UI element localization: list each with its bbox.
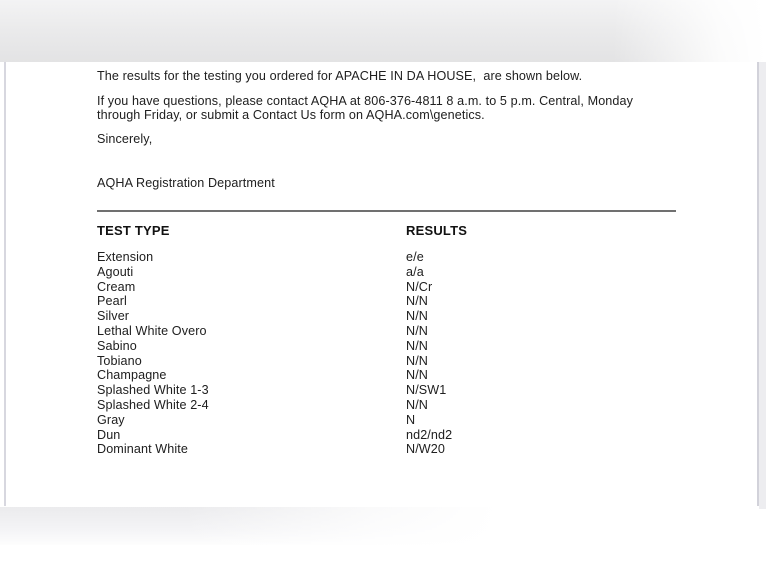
letter-content [97, 62, 677, 457]
scrollbar-track[interactable] [759, 62, 766, 509]
table-row [97, 339, 677, 354]
table-row [97, 428, 677, 443]
table-row [97, 413, 677, 428]
signature-line: AQHA Registration Department [97, 176, 275, 190]
table-row [97, 250, 677, 265]
result-cell: N/W20 [406, 442, 445, 457]
result-cell: N/SW1 [406, 383, 447, 398]
table-row [97, 280, 677, 295]
viewer-bottom-shade [0, 507, 520, 545]
result-cell: N/N [406, 323, 428, 338]
test-type-cell: Gray [97, 412, 125, 427]
result-cell: N [406, 412, 416, 427]
table-row [97, 383, 677, 398]
column-header-results: RESULTS [406, 223, 468, 238]
results-table [97, 250, 677, 457]
closing-line: Sincerely, [97, 132, 153, 146]
results-table-header [97, 224, 677, 238]
result-cell: N/N [406, 338, 428, 353]
test-type-cell: Dominant White [97, 442, 188, 457]
result-cell: N/N [406, 397, 428, 412]
section-divider [97, 210, 676, 212]
table-row [97, 265, 677, 280]
table-row [97, 324, 677, 339]
test-type-cell: Cream [97, 279, 136, 294]
result-cell: a/a [406, 264, 424, 279]
result-cell: e/e [406, 250, 424, 264]
contact-paragraph: If you have questions, please contact AQHA at 806-376-4811 8 a.m. to 5 p.m. Central, Monday through Friday, or submit a Contact Us form on AQHA.com\genetics. [97, 94, 634, 122]
letter-page [4, 62, 759, 506]
test-type-cell: Sabino [97, 338, 137, 353]
test-type-cell: Agouti [97, 264, 134, 279]
test-type-cell: Extension [97, 250, 154, 264]
result-cell: N/Cr [406, 279, 433, 294]
table-row [97, 309, 677, 324]
test-type-cell: Lethal White Overo [97, 323, 207, 338]
test-type-cell: Champagne [97, 368, 167, 383]
result-cell: N/N [406, 294, 428, 309]
test-type-cell: Silver [97, 309, 130, 324]
test-type-cell: Tobiano [97, 353, 142, 368]
test-type-cell: Splashed White 1-3 [97, 383, 209, 398]
result-cell: N/N [406, 309, 428, 324]
viewer-top-shade [0, 0, 766, 62]
column-header-test-type: TEST TYPE [97, 223, 170, 238]
intro-paragraph: The results for the testing you ordered for APACHE IN DA HOUSE, are shown below. [97, 69, 583, 83]
test-type-cell: Splashed White 2-4 [97, 397, 209, 412]
table-row [97, 442, 677, 457]
test-type-cell: Dun [97, 427, 121, 442]
result-cell: N/N [406, 368, 428, 383]
table-row [97, 294, 677, 309]
table-row [97, 354, 677, 369]
result-cell: nd2/nd2 [406, 427, 453, 442]
table-row [97, 398, 677, 413]
result-cell: N/N [406, 353, 428, 368]
table-row [97, 368, 677, 383]
test-type-cell: Pearl [97, 294, 127, 309]
